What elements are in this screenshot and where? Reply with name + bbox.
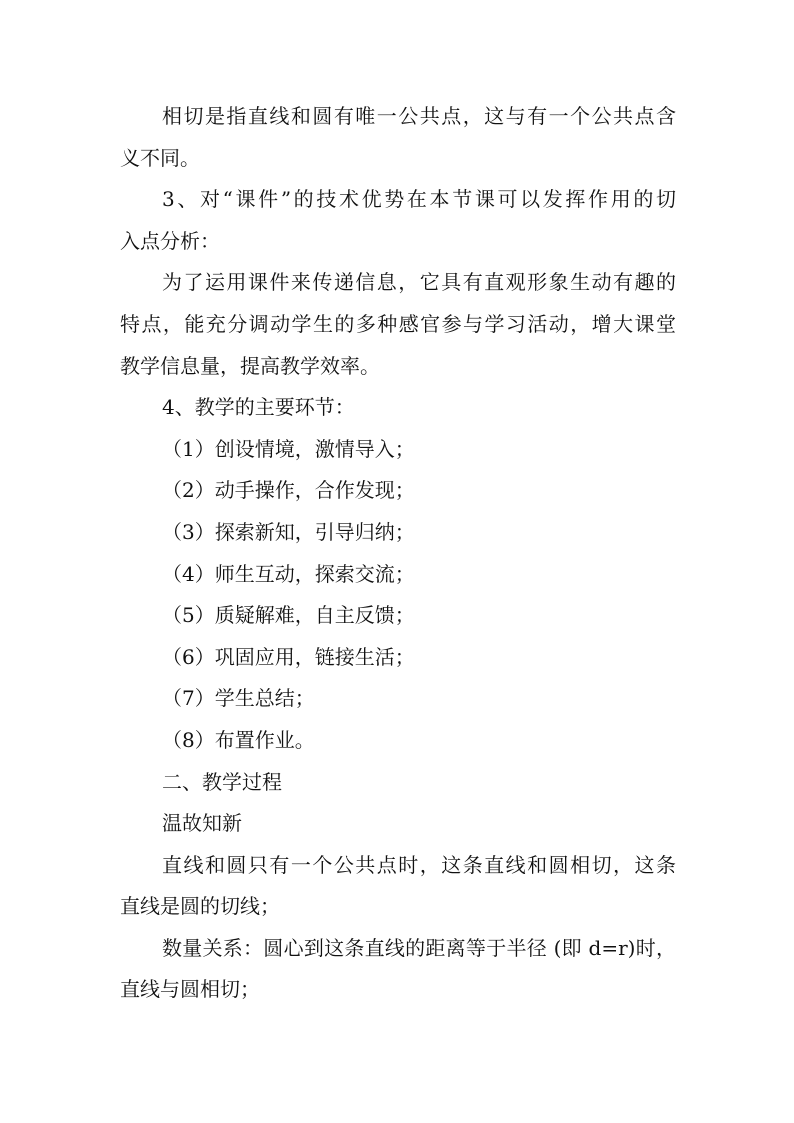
list-item-6: （6）巩固应用，链接生活； <box>162 644 415 669</box>
section-4-heading: 4、教学的主要环节： <box>162 395 355 420</box>
section-3-courseware-heading-line-2: 入点分析： <box>120 228 220 253</box>
paragraph-quantity-relation-line-2: 直线与圆相切； <box>120 977 260 1002</box>
paragraph-tangent-definition-line-1: 相切是指直线和圆有唯一公共点，这与有一个公共点含 <box>162 104 676 128</box>
paragraph-tangent-line-line-1: 直线和圆只有一个公共点时，这条直线和圆相切，这条 <box>162 852 676 877</box>
paragraph-tangent-definition-line-2: 义不同。 <box>120 145 200 170</box>
section-2-heading: 二、教学过程 <box>162 769 282 794</box>
list-item-8: （8）布置作业。 <box>162 727 315 752</box>
paragraph-courseware-line-3: 教学信息量，提高教学效率。 <box>120 353 380 378</box>
list-item-2: （2）动手操作，合作发现； <box>162 478 415 503</box>
list-item-3: （3）探索新知，引导归纳； <box>162 519 415 544</box>
list-item-1: （1）创设情境，激情导入； <box>162 436 415 461</box>
subheading-review: 温故知新 <box>162 811 242 836</box>
paragraph-courseware-line-2: 特点，能充分调动学生的多种感官参与学习活动，增大课堂 <box>120 311 676 336</box>
document-body <box>120 96 676 1011</box>
paragraph-courseware-line-1: 为了运用课件来传递信息，它具有直观形象生动有趣的 <box>162 270 676 295</box>
section-3-courseware-heading-line-1: 3、对“课件”的技术优势在本节课可以发挥作用的切 <box>162 187 676 212</box>
paragraph-tangent-line-line-2: 直线是圆的切线； <box>120 894 280 919</box>
list-item-4: （4）师生互动，探索交流； <box>162 561 415 586</box>
list-item-5: （5）质疑解难，自主反馈； <box>162 603 415 628</box>
list-item-7: （7）学生总结； <box>162 686 315 711</box>
paragraph-quantity-relation-line-1: 数量关系：圆心到这条直线的距离等于半径 (即 d=r)时， <box>162 935 676 960</box>
